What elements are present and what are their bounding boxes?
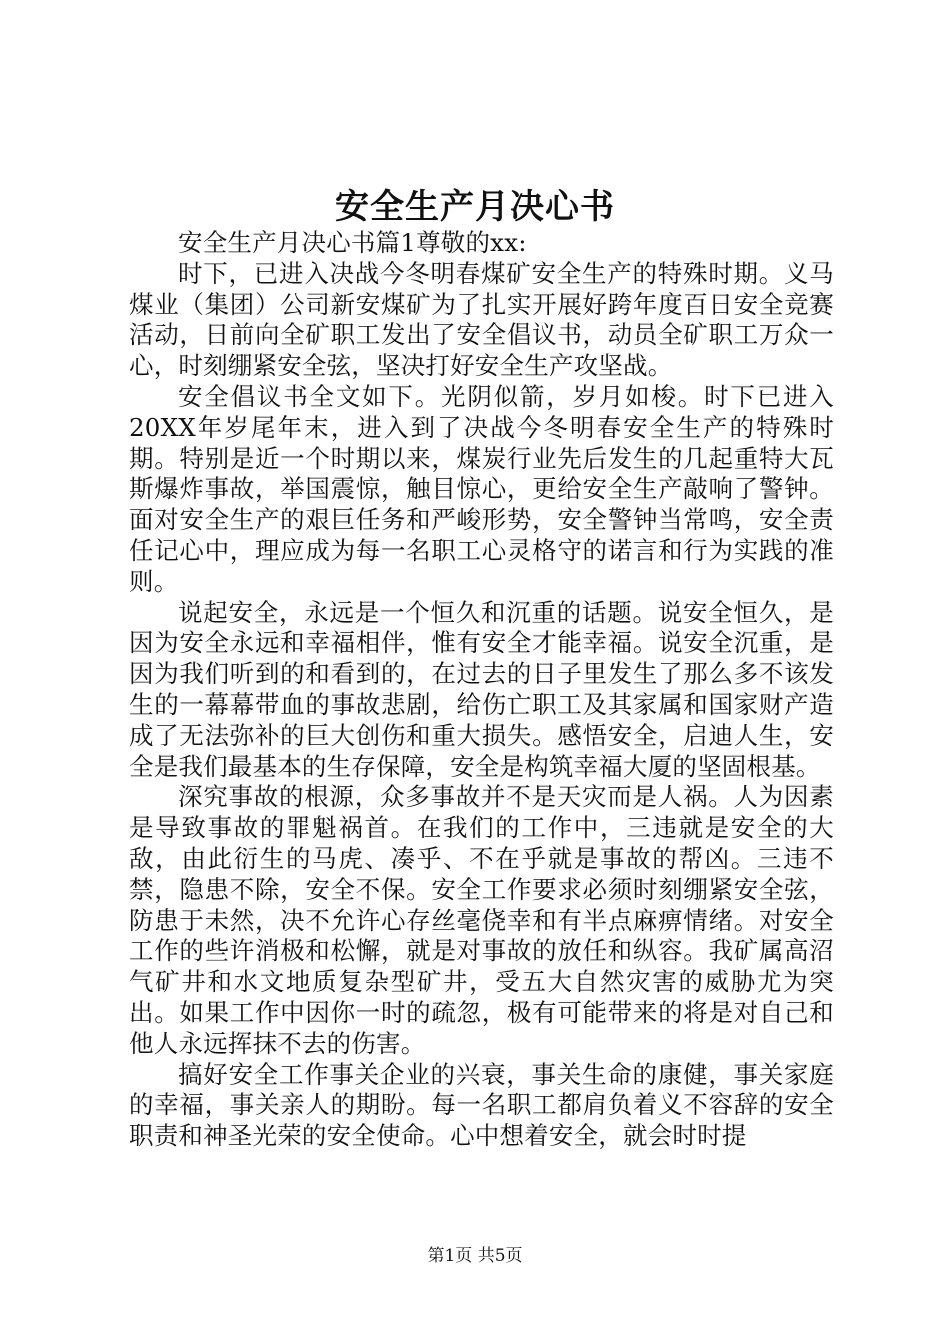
paragraph: 说起安全，永远是一个恒久和沉重的话题。说安全恒久，是因为安全永远和幸福相伴，惟有安全才能幸福。说安全沉重，是因为我们听到的和看到的，在过去的日子里发生了那么多不该发生的一幕幕带血的事故悲剧，给伤亡职工及其家属和国家财产造成了无法弥补的巨大创伤和重大损失。感悟安全，启迪人生，安全是我们最基本的生存保障，安全是构筑幸福大厦的坚固根基。 xyxy=(129,597,834,781)
paragraph: 安全生产月决心书篇1尊敬的xx: xyxy=(178,228,527,257)
paragraph: 深究事故的根源，众多事故并不是天灾而是人祸。人为因素是导致事故的罪魁祸首。在我们的工作中，三违就是安全的大敌，由此衍生的马虎、凑乎、不在乎就是事故的帮凶。三违不禁，隐患不除，安全不保。安全工作要求必须时刻绷紧安全弦，防患于未然，决不允许心存丝毫侥幸和有半点麻痹情绪。对安全工作的些许消极和松懈，就是对事故的放任和纵容。我矿属高沼气矿井和水文地质复杂型矿井，受五大自然灾害的威胁尤为突出。如果工作中因你一时的疏忽，极有可能带来的将是对自己和他人永远挥抹不去的伤害。 xyxy=(129,782,834,1058)
document-title: 安全生产月决心书 xyxy=(335,187,615,227)
document-body xyxy=(129,228,834,1152)
paragraph: 安全倡议书全文如下。光阴似箭，岁月如梭。时下已进入20XX年岁尾年末，进入到了决战今冬明春安全生产的特殊时期。特别是近一个时期以来，煤炭行业先后发生的几起重特大瓦斯爆炸事故，举国震惊，触目惊心，更给安全生产敲响了警钟。面对安全生产的艰巨任务和严峻形势，安全警钟当常鸣，安全责任记心中，理应成为每一名职工心灵格守的诺言和行为实践的准则。 xyxy=(129,381,834,596)
page-number-footer: 第1页 共5页 xyxy=(427,1246,523,1266)
paragraph: 时下，已进入决战今冬明春煤矿安全生产的特殊时期。义马煤业（集团）公司新安煤矿为了扎实开展好跨年度百日安全竞赛活动，日前向全矿职工发出了安全倡议书，动员全矿职工万众一心，时刻绷紧安全弦，坚决打好安全生产攻坚战。 xyxy=(129,258,834,381)
paragraph: 搞好安全工作事关企业的兴衰，事关生命的康健，事关家庭的幸福，事关亲人的期盼。每一名职工都肩负着义不容辞的安全职责和神圣光荣的安全使命。心中想着安全，就会时时提 xyxy=(129,1059,834,1151)
